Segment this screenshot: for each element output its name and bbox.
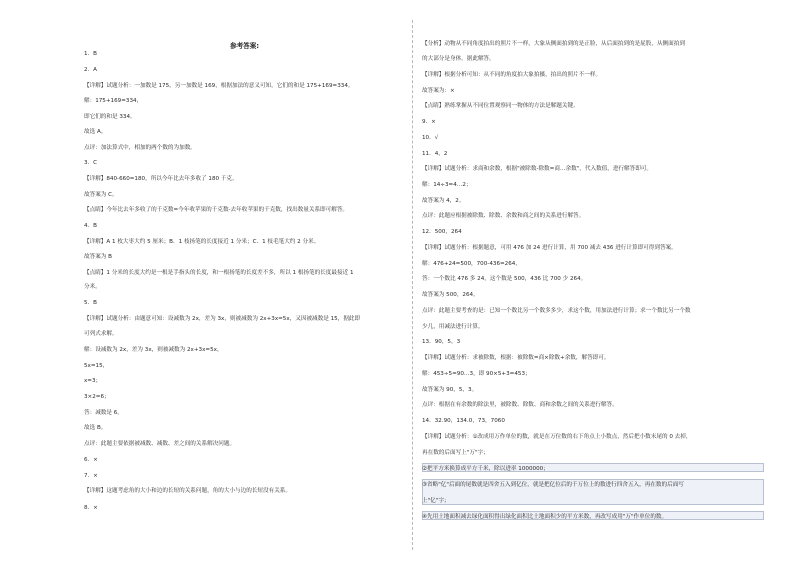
right-text-line: 故答案为 90，5，3。 xyxy=(422,387,478,393)
left-text-line: 3．C xyxy=(84,160,98,166)
right-text-line: 点评：此题主要考查的是：已知一个数比另一个数多多少，求这个数，用加法进行计算；求一个数比另一个数 xyxy=(422,308,691,314)
right-text-line: 解：14÷3=4…2； xyxy=(422,182,472,188)
left-text-line: 1．B xyxy=(84,51,97,57)
right-text-line: 解：453÷5=90…3，即 90×5+3=453； xyxy=(422,371,531,377)
left-text-line: 分米。 xyxy=(84,284,101,290)
right-text-line: 【详解】根据分析可知：从不同的角度拍大象拍摄，拍出的照片不一样。 xyxy=(422,72,602,78)
left-column xyxy=(84,0,402,562)
column-divider xyxy=(412,20,413,550)
right-text-line: 故答案为 500，264。 xyxy=(422,292,479,298)
left-text-line: 6．× xyxy=(84,457,98,463)
left-text-line: 【详解】A 1 枚大枣大约 5 厘米；B．1 枝扬笔的长度接近 1 分米；C．1 枝毛笔大约 2 分米。 xyxy=(84,239,320,245)
right-text-line: 14．32.90，134.0，73，7060 xyxy=(422,418,505,424)
right-text-line: 点评：根据在有余数的除法里，被除数、除数、商和余数之间的关系进行解答。 xyxy=(422,402,618,408)
left-text-line: 2．A xyxy=(84,67,97,73)
left-text-line: 可列式求解。 xyxy=(84,331,118,337)
left-text-line: x=3； xyxy=(84,378,102,384)
left-text-line: 故选 A。 xyxy=(84,129,107,135)
left-text-line: 【详解】试题分析：一加数是 175，另一加数是 169，根据加法的意义可知，它们的和是 175+169=334。 xyxy=(84,83,354,89)
right-text-line: 【分析】动物从不同角度拍出的照片不一样，大象从侧面拍到的是正脸，从后面拍到的是屁股，从侧面拍到 xyxy=(422,41,685,47)
right-text-line: 的大部分是身体。据此解答。 xyxy=(422,56,495,62)
left-text-line: 故答案为 C。 xyxy=(84,192,118,198)
right-text-line: 点评：此题应根据被除数、除数、余数和商之间的关系进行解答。 xyxy=(422,213,585,219)
left-text-line: 故选 B。 xyxy=(84,425,107,431)
right-text-line: 【详解】试题分析：求被除数，根据：被除数=商×除数+余数，解答即可。 xyxy=(422,355,610,361)
right-text-line: 答：一个数比 476 多 24，这个数是 500，436 比 700 少 264。 xyxy=(422,276,587,282)
page-title: 参考答案: xyxy=(230,42,260,50)
left-text-line: 答：减数是 6。 xyxy=(84,410,123,416)
right-text-line: 【详解】试题分析：求商和余数，根据"被除数-除数=商…余数"，代入数值，进行解答即可。 xyxy=(422,166,653,172)
left-text-line: 即它们的和是 334。 xyxy=(84,114,136,120)
left-text-line: 点评：此题主要依据被减数、减数、差之间的关系解决问题。 xyxy=(84,441,236,447)
left-text-line: 【点睛】1 分米的长度大约是一根是手指头的长度，和一根扬笔的长度差不多，所以 1 根扬笔的长度最接近 1 xyxy=(84,270,354,276)
right-text-line: 故答案为：× xyxy=(422,88,455,94)
left-text-line: 5．B xyxy=(84,300,97,306)
right-text-line: 再在数的后面写上"万"字； xyxy=(422,450,489,456)
right-text-line: ②把平方米换算成平方千米，除以进率 1000000； xyxy=(422,466,549,472)
left-text-line: 【详解】这题考虑角的大小和边的长短的关系问题，角的大小与边的长短没有关系。 xyxy=(84,488,291,494)
right-text-line: 11．4，2 xyxy=(422,151,448,157)
right-column xyxy=(422,0,774,562)
right-text-line: 【详解】试题分析：根据题意，可用 476 加 24 进行计算，用 700 减去 436 进行计算即可得到答案。 xyxy=(422,245,677,251)
left-text-line: 4．B xyxy=(84,223,97,229)
right-text-line: 【点睛】熟练掌握从不同位置观察同一物体的方法是解题关键。 xyxy=(422,103,579,109)
left-text-line: 【详解】840-660=180，所以今年比去年多收了 180 千克。 xyxy=(84,176,238,182)
right-text-line: 解：476+24=500，700-436=264， xyxy=(422,261,521,267)
left-text-line: 点评：加法算式中，相加的两个数的为加数。 xyxy=(84,145,196,151)
right-text-line: 少几，用减法进行计算。 xyxy=(422,324,484,330)
right-text-line: ④先用土地面积减去绿化面积得出绿化面积比土地面积少的平方米数，再改写成用"万"作单位的数。 xyxy=(422,514,668,520)
right-text-line: 13．90，5，3 xyxy=(422,339,461,345)
left-text-line: 【详解】试题分析：由题意可知：设减数为 2x，差为 3x，则被减数为 2x+3x=5x，又因被减数是 15，据此即 xyxy=(84,316,361,322)
left-text-line: 3×2=6； xyxy=(84,394,110,400)
right-text-line: 12．500，264 xyxy=(422,229,462,235)
right-text-line: ③省略"亿"后面的尾数就是四舍五入到亿位，就是把亿位后的千万位上的数进行四舍五入，再在数的后面写 xyxy=(422,482,684,488)
right-text-line: 10．√ xyxy=(422,135,439,141)
left-text-line: 8．× xyxy=(84,505,98,511)
left-text-line: 5x=15， xyxy=(84,363,109,369)
right-text-line: 故答案为 4，2。 xyxy=(422,198,465,204)
right-text-line: 【详解】试题分析：①改成用万作单位的数，就是在万位数的右下角点上小数点，然后把小数末尾的 0 去掉， xyxy=(422,434,692,440)
left-text-line: 故答案为 B xyxy=(84,254,112,260)
left-text-line: 解：设减数为 2x，差为 3x，则被减数为 2x+3x=5x， xyxy=(84,347,223,353)
left-text-line: 7．× xyxy=(84,473,98,479)
left-text-line: 【点睛】今年比去年多收了的千克数=今年收苹果的千克数-去年收苹果的千克数，找出数量关系即可解答。 xyxy=(84,207,349,213)
right-text-line: 上"亿"字； xyxy=(422,498,450,504)
right-text-line: 9．× xyxy=(422,119,436,125)
left-text-line: 解：175+169=334， xyxy=(84,98,143,104)
